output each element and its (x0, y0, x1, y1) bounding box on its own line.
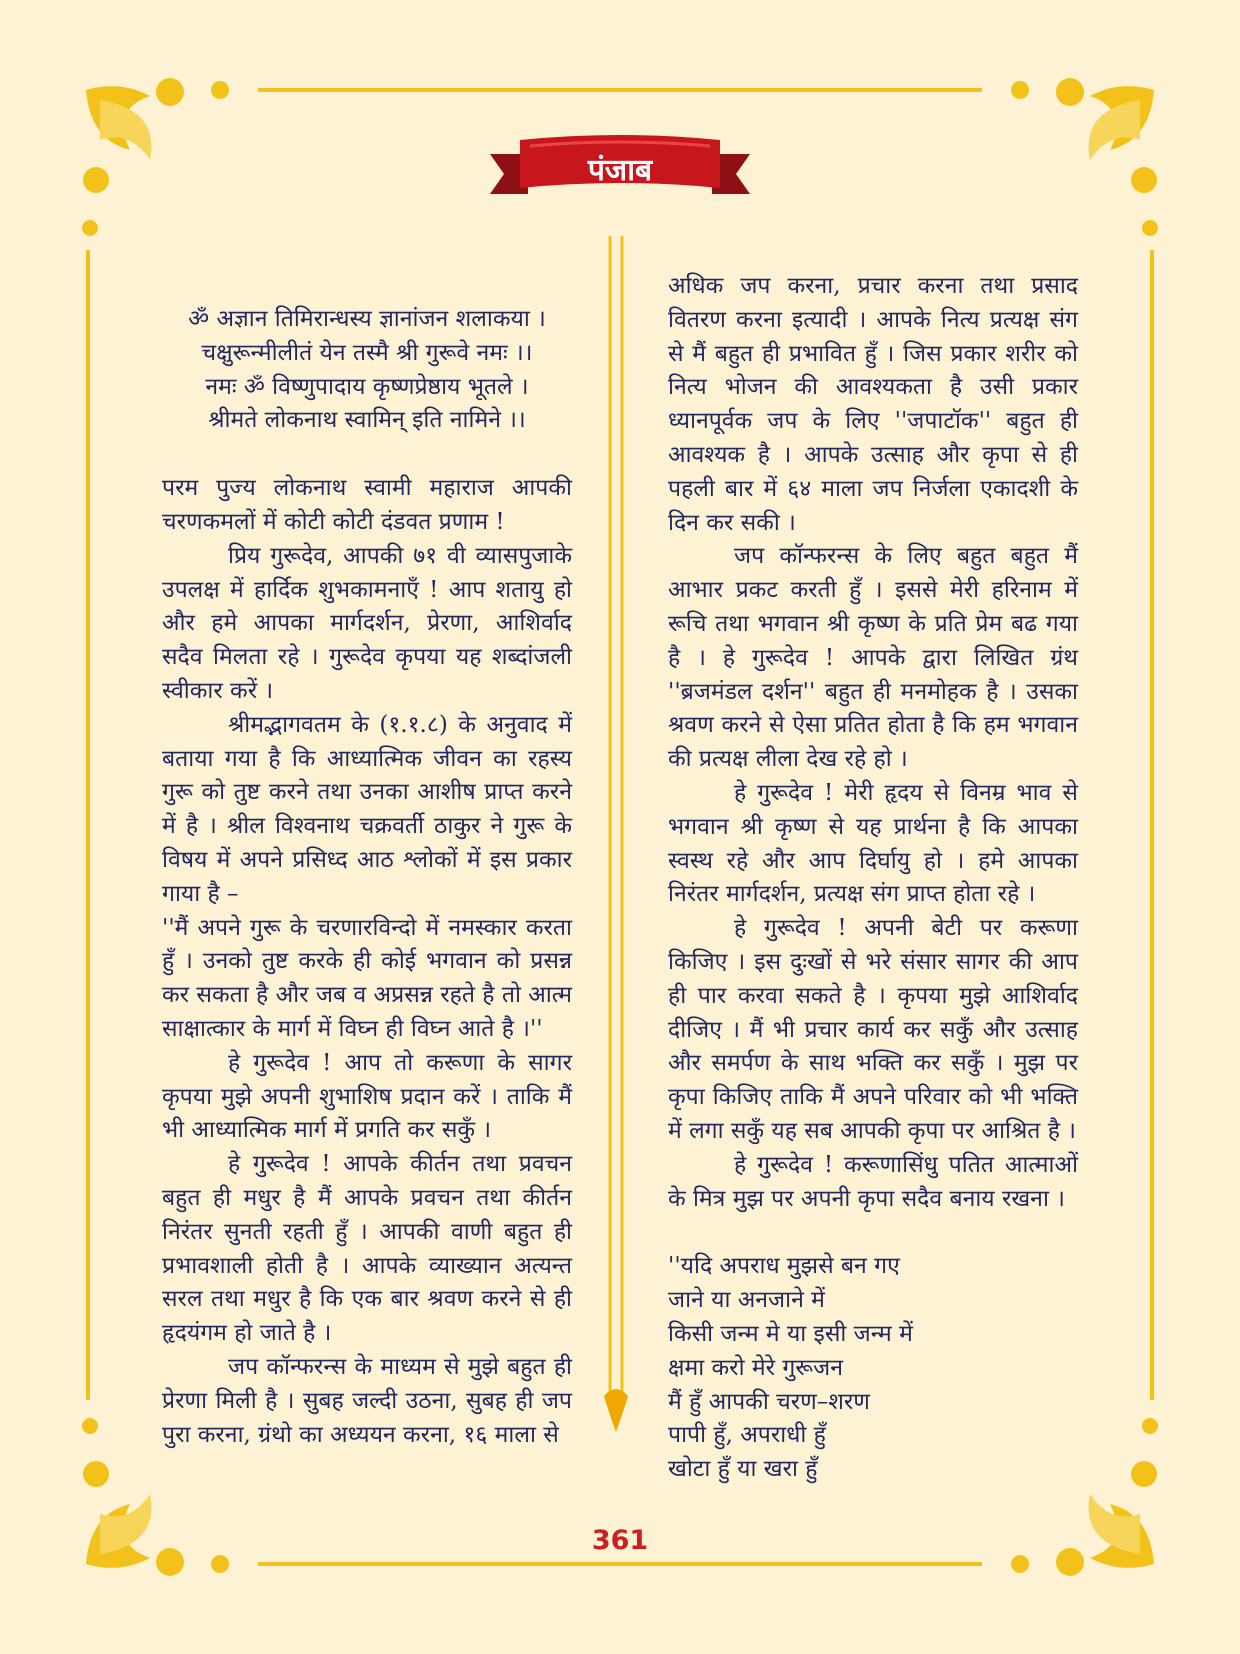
quotation: ''मैं अपने गुरू के चरणारविन्दो में नमस्कार करता हुँ । उनको तुष्ट करके ही कोई भगवान को प्रसन्न कर सकता है और जब व अप्रसन्न रहते है तो आत्म साक्षात्कार के मार्ग में विघ्न ही विघ्न आते है ।'' (162, 914, 572, 1042)
shloka-line: ॐ अज्ञान तिमिरान्धस्य ज्ञानांजन शलाकया । (188, 306, 546, 332)
divider-drop-icon (604, 1389, 628, 1432)
poem-line: खोटा हुँ या खरा हुँ (668, 1456, 818, 1483)
paragraph: जप कॉन्फरन्स के लिए बहुत बहुत मैं आभार प्रकट करती हुँ । इससे मेरी हरिनाम में रूचि तथा भगवान श्री कृष्ण के प्रति प्रेम बढ गया है । हे गुरूदेव ! आपके द्वारा लिखित ग्रंथ ''ब्रजमंडल दर्शन'' बहुत ही मनमोहक है । उसका श्रवण करने से ऐसा प्रतित होता है कि हम भगवान की प्रत्यक्ष लीला देख रहे हो । (668, 543, 1078, 773)
poem (668, 1250, 1078, 1487)
poem-line: ''यदि अपराध मुझसे बन गए (668, 1253, 900, 1280)
page-title: पंजाब (587, 153, 653, 188)
poem-line: मैं हुँ आपकी चरण–शरण (668, 1388, 870, 1415)
shloka-line: श्रीमते लोकनाथ स्वामिन् इति नामिने ।। (208, 407, 526, 434)
salutation: परम पुज्य लोकनाथ स्वामी महाराज आपकी चरणकमलों में कोटी कोटी दंडवत प्रणाम ! (162, 475, 572, 535)
poem-line: क्षमा करो मेरे गुरूजन (668, 1354, 843, 1381)
paragraph: जप कॉन्फरन्स के माध्यम से मुझे बहुत ही प्रेरणा मिली है । सुबह जल्दी उठना, सुबह ही जप पुरा करना, ग्रंथो का अध्ययन करना, १६ माला से (162, 1353, 572, 1448)
paragraph: हे गुरूदेव ! अपनी बेटी पर करूणा किजिए । इस दुःखों से भरे संसार सागर की आप ही पार करवा सकते है । कृपया मुझे आशिर्वाद दीजिए । मैं भी प्रचार कार्य कर सकुँ और उत्साह और समर्पण के साथ भक्ति कर सकुँ । मुझ पर कृपा किजिए ताकि मैं अपने परिवार को भी भक्ति में लगा सकुँ यह सब आपकी कृपा पर आश्रित है । (668, 915, 1078, 1144)
poem-line: पापी हुँ, अपराधी हुँ (668, 1422, 826, 1449)
floral-corner-ornament-icon (82, 78, 229, 236)
section-banner (490, 132, 750, 204)
paragraph: श्रीमद्भागवतम के (१.१.८) के अनुवाद में बताया गया है कि आध्यात्मिक जीवन का रहस्य गुरू को तुष्ट करने तथा उनका आशीष प्राप्त करने में है । श्रील विश्वनाथ चक्रवर्ती ठाकुर ने गुरू के विषय में अपने प्रसिध्द आठ श्लोकों में इस प्रकार गाया है – (162, 711, 572, 907)
poem-line: किसी जन्म मे या इसी जन्म में (668, 1320, 913, 1347)
page-number: 361 (591, 1525, 649, 1556)
shloka-line: नमः ॐ विष्णुपादाय कृष्णप्रेष्ठाय भूतले । (205, 373, 529, 400)
paragraph: हे गुरूदेव ! करूणासिंधु पतित आत्माओं के मित्र मुझ पर अपनी कृपा सदैव बनाय रखना । (668, 1151, 1078, 1212)
paragraph: हे गुरूदेव ! आप तो करूणा के सागर कृपया मुझे अपनी शुभाशिष प्रदान करें । ताकि मैं भी आध्यात्मिक मार्ग में प्रगति कर सकुँ । (162, 1049, 572, 1144)
shloka-line: चक्षुरून्मीलीतं येन तस्मै श्री गुरूवे नमः ।। (201, 339, 533, 366)
paragraph: हे गुरूदेव ! आपके कीर्तन तथा प्रवचन बहुत ही मधुर है मैं आपके प्रवचन तथा कीर्तन निरंतर सुनती रहती हुँ । आपकी वाणी बहुत ही प्रभावशाली होती है । आपके व्याख्यान अत्यन्त सरल तथा मधुर है कि एक बार श्रवण करने से ही हृदयंगम हो जाते है । (162, 1151, 572, 1347)
right-column (668, 270, 1078, 1487)
poem-line: जाने या अनजाने में (668, 1287, 825, 1314)
left-column (162, 303, 572, 1452)
paragraph: हे गुरूदेव ! मेरी हृदय से विनम्र भाव से भगवान श्री कृष्ण से यह प्रार्थना है कि आपका स्वस्थ रहे और आप दिर्घायु हो । हमे आपका निरंतर मार्गदर्शन, प्रत्यक्ष संग प्राप्त होता रहे । (668, 779, 1078, 908)
paragraph: प्रिय गुरूदेव, आपकी ७१ वी व्यासपुजाके उपलक्ष में हार्दिक शुभकामनाएँ ! आप शतायु हो और हमे आपका मार्गदर्शन, प्रेरणा, आशिर्वाद सदैव मिलता रहे । गुरूदेव कृपया यह शब्दांजली स्वीकार करें । (162, 542, 572, 704)
paragraph: अधिक जप करना, प्रचार करना तथा प्रसाद वितरण करना इत्यादी । आपके नित्य प्रत्यक्ष संग से मैं बहुत ही प्रभावित हुँ । जिस प्रकार शरीर को नित्य भोजन की आवश्यकता है उसी प्रकार ध्यानपूर्वक जप के लिए ''जपाटॉक'' बहुत ही आवश्यक है । आपके उत्साह और कृपा से ही पहली बार में ६४ माला जप निर्जला एकादशी के दिन कर सकी । (668, 273, 1078, 536)
